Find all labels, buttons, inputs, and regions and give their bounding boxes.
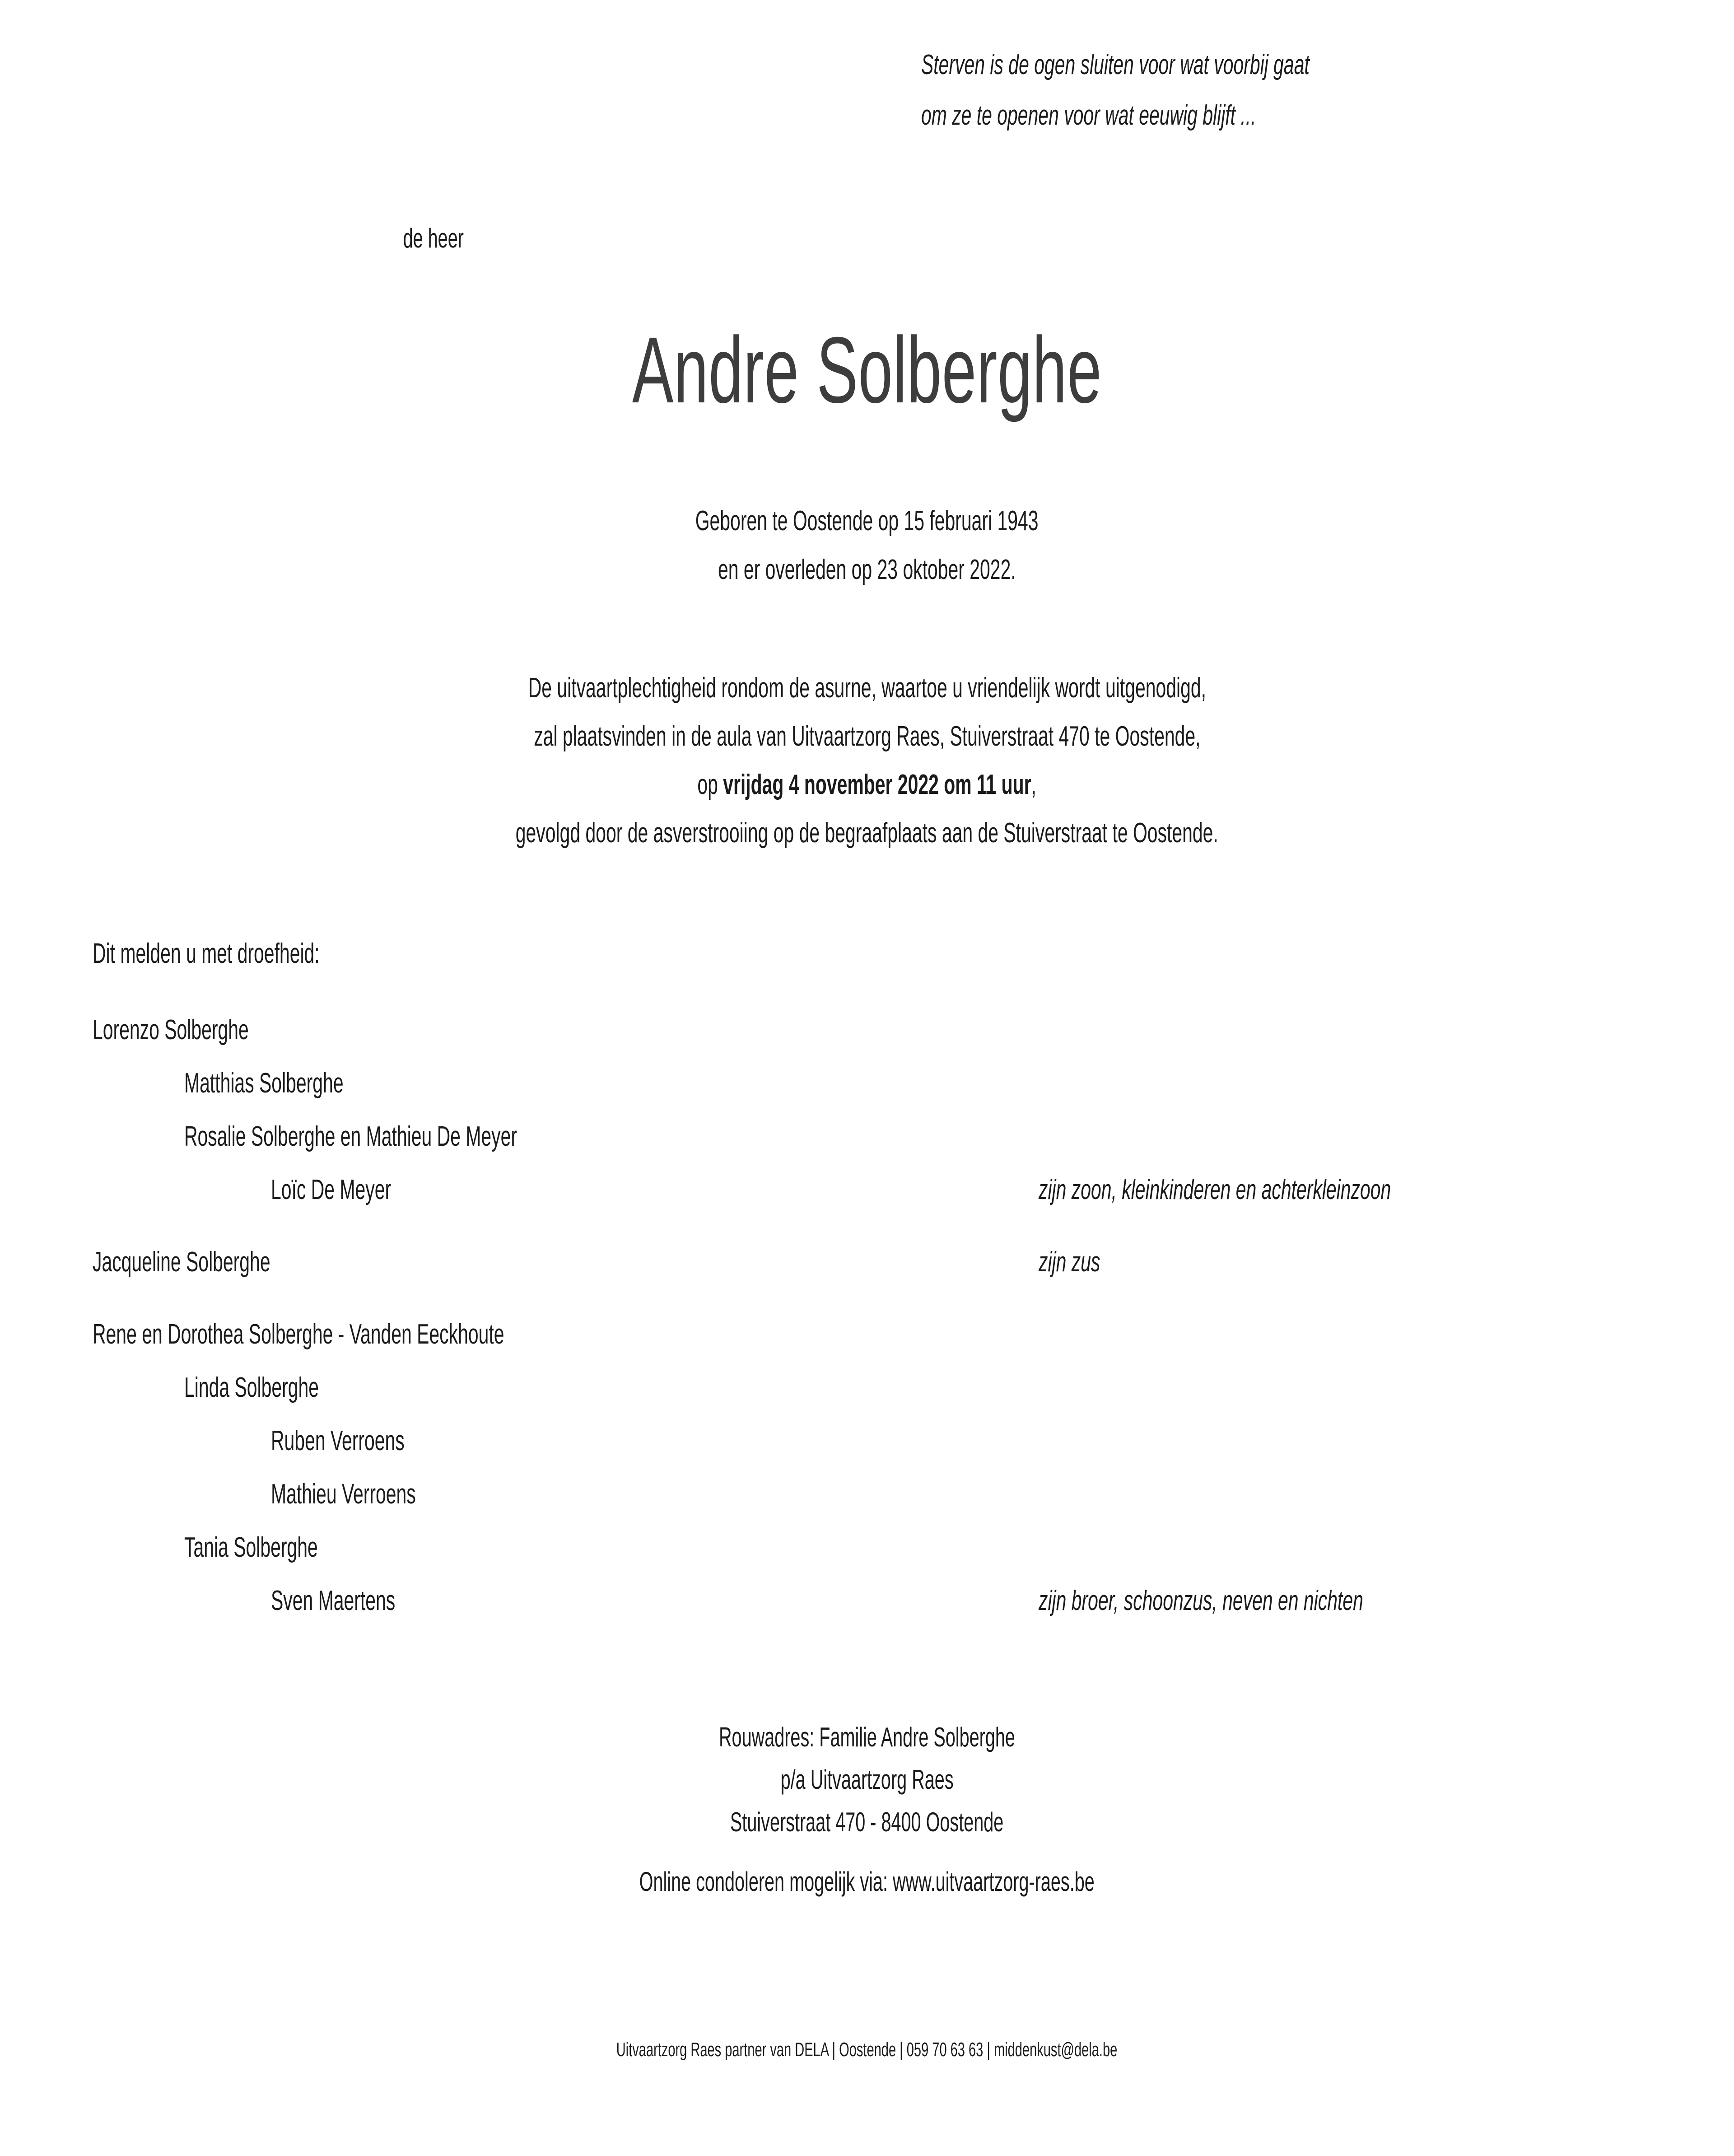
family-member-name: Jacqueline Solberghe <box>93 1246 270 1278</box>
family-row <box>0 1414 1734 1468</box>
birth-line: Geboren te Oostende op 15 februari 1943 <box>695 505 1039 537</box>
online-condolence-line[interactable]: Online condoleren mogelijk via: www.uitvaartzorg-raes.be <box>639 1867 1095 1897</box>
ceremony-line-2: zal plaatsvinden in de aula van Uitvaartzorg Raes, Stuiverstraat 470 te Oostende, <box>533 721 1201 752</box>
family-row <box>0 1574 1734 1628</box>
footer-contact-line: Uitvaartzorg Raes partner van DELA | Oostende | 059 70 63 63 | middenkust@dela.be <box>616 2039 1118 2061</box>
epigraph <box>921 40 1510 141</box>
deceased-name: Andre Solberghe <box>632 318 1102 423</box>
salutation: de heer <box>403 223 464 253</box>
epigraph-line-1: Sterven is de ogen sluiten voor wat voorbij gaat <box>921 49 1310 80</box>
family-row <box>0 1236 1734 1289</box>
family-member-name: Rene en Dorothea Solberghe - Vanden Eeckhoute <box>93 1319 504 1350</box>
ceremony-details <box>0 664 1734 857</box>
family-relation-label: zijn zoon, kleinkinderen en achterkleinzoon <box>1039 1174 1391 1205</box>
family-row <box>0 1308 1734 1361</box>
announcement-intro: Dit melden u met droefheid: <box>93 938 320 969</box>
address-line-1: Rouwadres: Familie Andre Solberghe <box>719 1722 1015 1752</box>
family-list <box>0 1003 1734 1628</box>
family-relation-label: zijn zus <box>1039 1246 1100 1278</box>
family-member-name: Lorenzo Solberghe <box>93 1014 249 1045</box>
family-relation-label: zijn broer, schoonzus, neven en nichten <box>1039 1585 1363 1616</box>
family-row <box>0 1003 1734 1057</box>
family-member-name: Tania Solberghe <box>184 1532 318 1563</box>
family-member-name: Loïc De Meyer <box>271 1174 392 1205</box>
epigraph-line-2: om ze te openen voor wat eeuwig blijft ... <box>921 100 1256 131</box>
family-row <box>0 1110 1734 1163</box>
ceremony-line-3 <box>0 761 1734 809</box>
address-line-2: p/a Uitvaartzorg Raes <box>780 1764 954 1795</box>
ceremony-line-1: De uitvaartplechtigheid rondom de asurne, waartoe u vriendelijk wordt uitgenodigd, <box>528 672 1206 704</box>
family-row <box>0 1057 1734 1110</box>
address-line-3: Stuiverstraat 470 - 8400 Oostende <box>730 1807 1004 1837</box>
ceremony-line-4: gevolgd door de asverstrooiing op de begraafplaats aan de Stuiverstraat te Oostende. <box>516 817 1218 849</box>
life-dates <box>0 497 1734 594</box>
family-member-name: Mathieu Verroens <box>271 1479 416 1510</box>
family-member-name: Rosalie Solberghe en Mathieu De Meyer <box>184 1121 517 1152</box>
family-member-name: Ruben Verroens <box>271 1425 405 1456</box>
death-line: en er overleden op 23 oktober 2022. <box>718 554 1016 585</box>
family-member-name: Linda Solberghe <box>184 1372 319 1403</box>
mourning-address <box>0 1716 1734 1843</box>
ceremony-date-suffix: , <box>1031 769 1037 800</box>
family-row <box>0 1468 1734 1521</box>
family-row <box>0 1521 1734 1574</box>
family-row <box>0 1361 1734 1414</box>
family-row <box>0 1163 1734 1217</box>
family-member-name: Sven Maertens <box>271 1585 396 1616</box>
ceremony-date-prefix: op <box>697 769 723 800</box>
ceremony-datetime: vrijdag 4 november 2022 om 11 uur <box>723 769 1031 800</box>
family-member-name: Matthias Solberghe <box>184 1068 344 1099</box>
